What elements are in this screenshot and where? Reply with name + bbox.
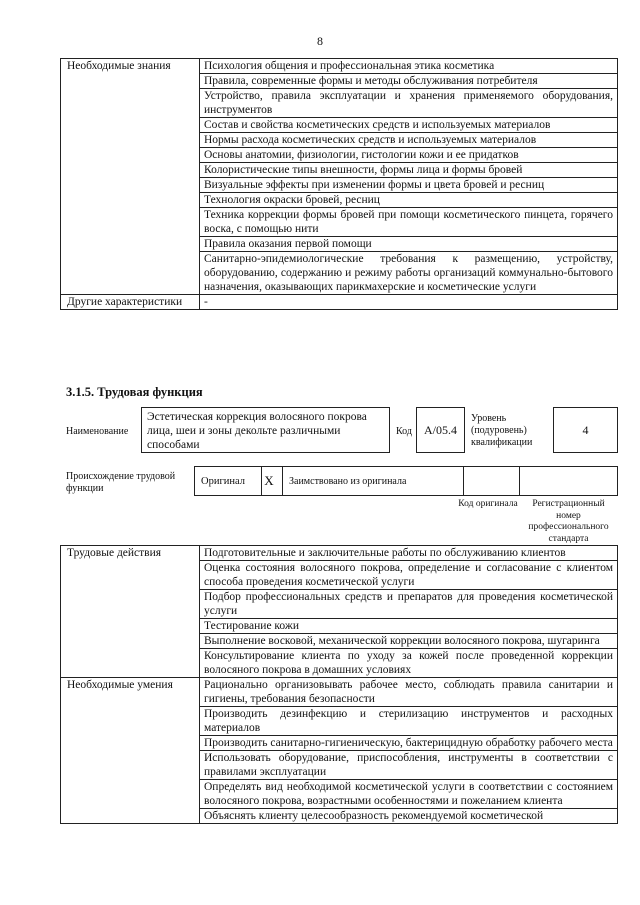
skill-item: Рационально организовывать рабочее место, соблюдать правила санитарии и гигиены, требования безопасности (200, 678, 618, 707)
knowledge-item: Устройство, правила эксплуатации и хранения применяемого оборудования, инструментов (200, 89, 618, 118)
reg-number-label: Регистрационный номер профессионального стандарта (528, 499, 609, 544)
code-original-cell (458, 467, 520, 495)
other-characteristics-value: - (200, 295, 618, 310)
action-item: Оценка состояния волосяного покрова, определение и согласование с клиентом способа проведения косметической услуги (200, 561, 618, 590)
page-number: 8 (317, 34, 323, 48)
original-mark: X (256, 467, 283, 495)
action-item: Консультирование клиента по уходу за кожей после проведенной коррекции волосяного покрова в домашних условиях (200, 649, 618, 678)
level-box: 4 (553, 407, 618, 453)
original-label: Оригинал (195, 467, 262, 495)
origin-label: Происхождение трудовой функции (66, 471, 176, 494)
name-label: Наименование (66, 426, 129, 437)
actions-label: Трудовые действия (61, 546, 200, 678)
knowledge-item: Санитарно-эпидемиологические требования к размещению, устройству, оборудованию, содержанию и режиму работы организаций коммунально-бытового назначения, оказывающих парикмахерские и косметические услуги (200, 252, 618, 295)
knowledge-table (60, 58, 618, 310)
knowledge-item: Правила, современные формы и методы обслуживания потребителя (200, 74, 618, 89)
knowledge-item: Технология окраски бровей, ресниц (200, 193, 618, 208)
action-item: Подбор профессиональных средств и препаратов для проведения косметической услуги (200, 590, 618, 619)
knowledge-item: Техника коррекции формы бровей при помощи косметического пинцета, горячего воска, с помощью нити (200, 208, 618, 237)
action-item: Подготовительные и заключительные работы по обслуживанию клиентов (200, 546, 618, 561)
borrowed-label: Заимствовано из оригинала (283, 467, 464, 495)
table-row (61, 678, 618, 707)
actions-skills-table (60, 545, 618, 824)
action-item: Выполнение восковой, механической коррекции волосяного покрова, шугаринга (200, 634, 618, 649)
action-item: Тестирование кожи (200, 619, 618, 634)
function-name-box: Эстетическая коррекция волосяного покрова лица, шеи и зоны декольте различными способами (141, 407, 390, 453)
skill-item: Использовать оборудование, приспособления, инструменты в соответствии с правилами эксплуатации (200, 751, 618, 780)
table-row (61, 295, 618, 310)
function-code-box: А/05.4 (416, 407, 465, 453)
skill-item: Определять вид необходимой косметической услуги в соответствии с состоянием волосяного покрова, возрастными особенностями и пожеланием клиента (200, 780, 618, 809)
skill-item: Объяснять клиенту целесообразность рекомендуемой косметической (200, 809, 618, 824)
knowledge-item: Колористические типы внешности, формы лица и формы бровей (200, 163, 618, 178)
code-label: Код (396, 426, 412, 437)
skill-item: Производить дезинфекцию и стерилизацию инструментов и расходных материалов (200, 707, 618, 736)
other-characteristics-label: Другие характеристики (61, 295, 200, 310)
section-heading: 3.1.5. Трудовая функция (66, 385, 203, 399)
knowledge-item: Правила оказания первой помощи (200, 237, 618, 252)
knowledge-item: Состав и свойства косметических средств и используемых материалов (200, 118, 618, 133)
code-original-label: Код оригинала (458, 499, 518, 509)
table-row (61, 59, 618, 74)
reg-number-cell (520, 467, 617, 495)
knowledge-item: Нормы расхода косметических средств и используемых материалов (200, 133, 618, 148)
skill-item: Производить санитарно-гигиеническую, бактерицидную обработку рабочего места (200, 736, 618, 751)
knowledge-item: Визуальные эффекты при изменении формы и цвета бровей и ресниц (200, 178, 618, 193)
origin-row (194, 466, 618, 496)
skills-label: Необходимые умения (61, 678, 200, 824)
table-row (61, 546, 618, 561)
knowledge-item: Основы анатомии, физиологии, гистологии кожи и ее придатков (200, 148, 618, 163)
knowledge-item: Психология общения и профессиональная этика косметика (200, 59, 618, 74)
knowledge-label: Необходимые знания (61, 59, 200, 295)
level-label: Уровень (подуровень) квалификации (471, 413, 533, 448)
